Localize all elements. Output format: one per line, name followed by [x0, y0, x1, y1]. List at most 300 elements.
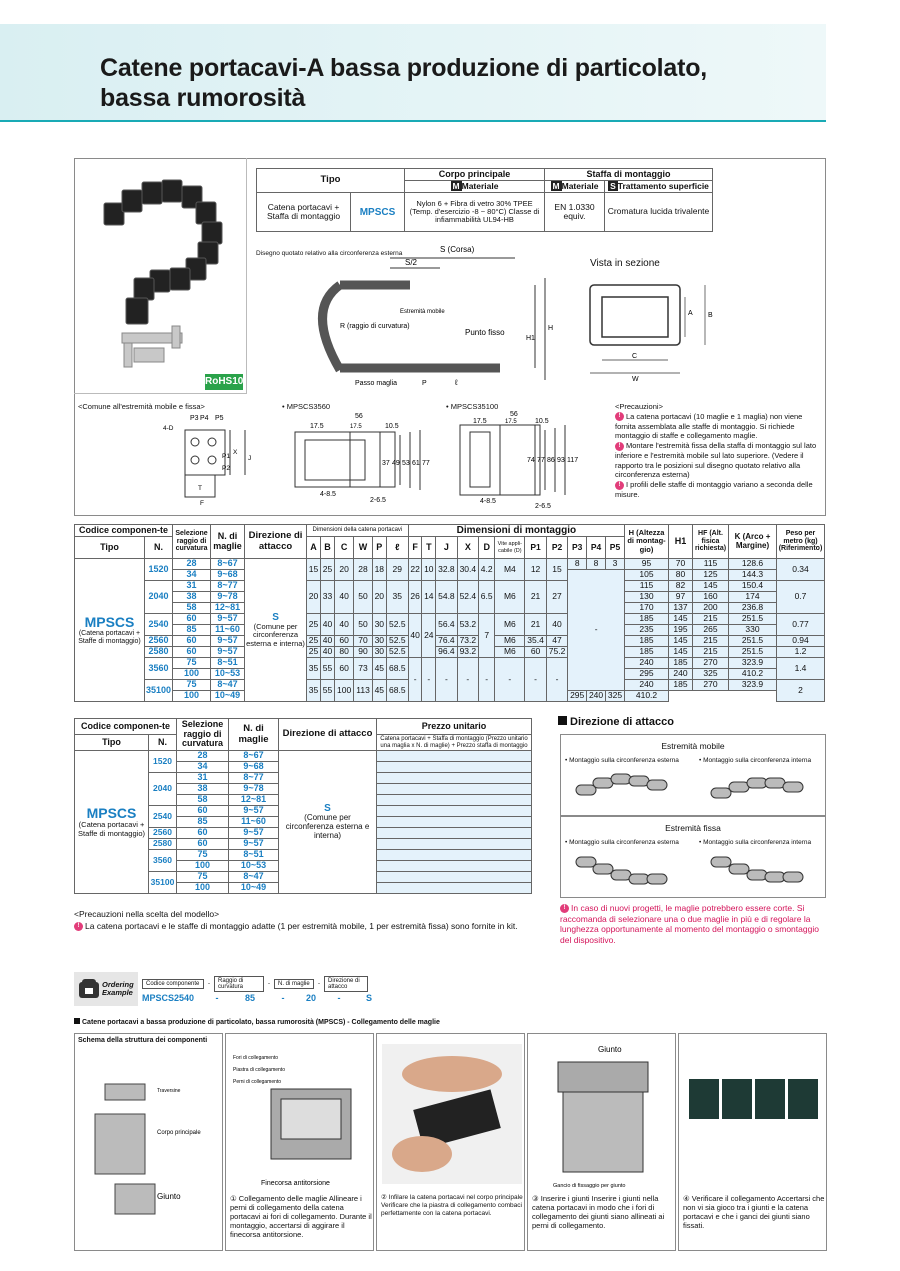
dim-col-f: F	[408, 537, 422, 559]
s-icon: S	[610, 180, 616, 191]
price-raggio-cell: 34	[177, 762, 229, 773]
dir-sub: (Comune per circonferenza esterna e interna)	[246, 622, 305, 648]
square-bullet-icon	[74, 1018, 80, 1024]
dim-h-h1: H1	[669, 525, 693, 559]
dim-col-p1: P1	[525, 537, 546, 559]
table-cell: 47	[546, 636, 567, 647]
giunto2-label: Giunto	[598, 1045, 622, 1054]
price-raggio-cell: 75	[177, 850, 229, 861]
price-tipo-sub: (Catena portacavi + Staffe di montaggio)	[78, 820, 145, 838]
table-cell: 20	[334, 559, 353, 581]
estremita-mobile-label: Estremità mobile	[400, 309, 445, 315]
table-cell: 15	[307, 559, 321, 581]
raggio-cell: 60	[173, 614, 211, 625]
ord-sep: -	[281, 993, 285, 1003]
dim-col-w: W	[354, 537, 373, 559]
raggio-cell: 31	[173, 581, 211, 592]
corpo-label: Corpo principale	[157, 1130, 201, 1136]
square-bullet-icon	[558, 716, 567, 725]
table-cell: 40	[321, 647, 335, 658]
table-cell: -	[479, 658, 495, 702]
dim-h-dimcat: Dimensioni della catena portacavi	[307, 525, 409, 537]
raggio-cell: 38	[173, 592, 211, 603]
price-raggio-cell: 60	[177, 839, 229, 850]
dim-col-l: ℓ	[386, 537, 408, 559]
maglie-cell: 9~57	[211, 647, 245, 658]
table-cell: 1.2	[777, 647, 825, 658]
table-cell: 90	[354, 647, 373, 658]
table-cell: 35	[307, 680, 321, 702]
price-raggio-cell: 100	[177, 883, 229, 894]
price-h-n: N.	[149, 735, 177, 751]
table-cell: 145	[669, 647, 693, 658]
p4-label: P4	[200, 415, 209, 422]
dim-h-hf: HF (Alt. fisica richiesta)	[693, 525, 729, 559]
table-cell: 40	[334, 581, 353, 614]
d3560-265: 2-6.5	[370, 497, 386, 504]
section-view	[580, 275, 720, 390]
table-cell: 410.2	[625, 691, 669, 702]
step2-panel	[376, 1033, 525, 1251]
step4-caption: ④ Verificare il collegamento Accertarsi che non vi sia gioco tra i giunti e la catena portacavi e che i ganci dei giunti siano fissati.	[683, 1194, 825, 1230]
table-cell: 185	[625, 614, 669, 625]
table-cell: 25	[307, 636, 321, 647]
ord-sep: -	[337, 993, 341, 1003]
price-h-dir: Direzione di attacco	[279, 719, 377, 751]
dim-col-x: X	[457, 537, 478, 559]
maglie-cell: 8~47	[211, 680, 245, 691]
d3560-77: 77	[422, 460, 430, 467]
size-cell: 2560	[145, 636, 173, 647]
dim-col-t: T	[422, 537, 436, 559]
spec-mat-label: Materiale	[461, 180, 499, 191]
direzione-note-text: In caso di nuovi progetti, le maglie potrebbero essere corte. Si raccomanda di selezionare una o due maglie in più e di regolare la lunghezza opportunamente al momento del montaggio o smontaggio del dispositivo.	[560, 903, 819, 945]
title-bar	[0, 24, 826, 120]
price-maglie-cell: 9~57	[229, 828, 279, 839]
table-cell: 195	[669, 625, 693, 636]
m35100-label: • MPSCS35100	[446, 402, 499, 411]
price-h-sel: Selezione raggio di curvatura	[177, 719, 229, 751]
table-cell: M6	[495, 581, 525, 614]
tipo-sub: (Catena portacavi + Staffe di montaggio)	[78, 630, 141, 645]
dim-col-p4: P4	[587, 537, 606, 559]
table-cell: 410.2	[729, 669, 777, 680]
schema-drawing	[85, 1074, 215, 1234]
precauzioni-text-3: I profili delle staffe di montaggio variano a seconda delle misure.	[615, 480, 813, 499]
table-cell: 55	[321, 680, 335, 702]
dim-h-dir: Direzione di attacco	[245, 525, 307, 559]
x-label: X	[233, 449, 238, 456]
tipo-code: MPSCS	[84, 613, 135, 630]
spec-col-corpo: Corpo principale	[405, 169, 545, 181]
table-cell: 0.7	[777, 581, 825, 614]
d3560-175b: 17.5	[350, 424, 362, 430]
table-cell: 32.8	[436, 559, 457, 581]
table-cell: 68.5	[386, 680, 408, 702]
table-cell: 52.5	[386, 614, 408, 636]
dim-col-p2: P2	[546, 537, 567, 559]
maglie-cell: 12~81	[211, 603, 245, 614]
table-cell: 6.5	[479, 581, 495, 614]
price-maglie-cell: 8~77	[229, 773, 279, 784]
table-cell: 30	[372, 647, 386, 658]
price-dir-sub: (Comune per circonferenza esterna e interna)	[285, 813, 370, 840]
dim-h-tipo: Tipo	[75, 537, 145, 559]
raggio-cell: 60	[173, 636, 211, 647]
maglie-cell: 8~67	[211, 559, 245, 570]
spec-row-tipo	[257, 193, 405, 232]
finecorsa-label: Finecorsa antitorsione	[261, 1180, 330, 1187]
precauzioni-item	[615, 480, 821, 500]
rohs-badge: RoHS10	[205, 374, 243, 390]
a-label: A	[688, 310, 693, 317]
table-cell: 137	[669, 603, 693, 614]
dim-h-h: H (Altezza di montag-gio)	[625, 525, 669, 559]
table-cell: 35	[386, 581, 408, 614]
ord-v-raggio: 85	[244, 993, 255, 1003]
traversine-label: Traversine	[157, 1088, 181, 1094]
mobile-est: • Montaggio sulla circonferenza esterna	[565, 757, 679, 764]
mobile-chain-drawing	[571, 770, 821, 810]
d3560-105: 10.5	[385, 423, 399, 430]
table-cell: 325	[605, 691, 624, 702]
raggio-cell: 28	[173, 559, 211, 570]
table-cell: 80	[334, 647, 353, 658]
step1-caption: ① Collegamento delle maglie Allineare i perni di collegamento della catena portacavi ai fori di collegamento. Durante il montaggio, accertarsi di aggirare il finecorsa antitorsione.	[230, 1194, 372, 1239]
dim-col-vite: Vite appli-cabile (D)	[495, 537, 525, 559]
page-title-line1: Catene portacavi-A bassa produzione di particolato,	[100, 54, 708, 82]
table-cell: 70	[354, 636, 373, 647]
spec-sub-trattamento	[605, 181, 713, 193]
ord-sep: -	[215, 993, 219, 1003]
table-cell: 35	[307, 658, 321, 680]
schema-panel	[74, 1033, 223, 1251]
raggio-label: R (raggio di curvatura)	[340, 323, 410, 330]
table-row	[75, 581, 825, 592]
spec-code: MPSCS	[359, 206, 396, 218]
vista-label: Vista in sezione	[590, 258, 660, 269]
price-maglie-cell: 9~78	[229, 784, 279, 795]
price-maglie-cell: 8~51	[229, 850, 279, 861]
spec-mat-label: Materiale	[561, 180, 599, 191]
table-cell: 55	[321, 658, 335, 680]
precauzioni-text-1: La catena portacavi (10 maglie e 1 maglia) non viene fornita assemblata alle staffe di montaggio. Si richiede montaggio di staffe e collegamento maglie.	[615, 411, 803, 441]
d35100-93: 93	[557, 457, 565, 464]
dir-cell	[245, 559, 307, 702]
maglie-cell: 8~77	[211, 581, 245, 592]
table-cell: 185	[625, 636, 669, 647]
d3560-61: 61	[412, 460, 420, 467]
maglie-cell: 9~57	[211, 614, 245, 625]
direzione-fissa-box	[560, 816, 826, 898]
ord-h-raggio: Raggio di curvatura	[214, 976, 264, 992]
table-cell: 330	[729, 625, 777, 636]
maglie-cell: 10~53	[211, 669, 245, 680]
table-cell: 73	[354, 658, 373, 680]
table-row	[75, 614, 825, 625]
raggio-cell: 75	[173, 680, 211, 691]
table-cell: 145	[669, 614, 693, 625]
ord-h-dir: Direzione di attacco	[324, 976, 368, 992]
table-cell: 113	[354, 680, 373, 702]
table-cell: 251.5	[729, 636, 777, 647]
step2-photo	[382, 1044, 522, 1184]
precauzioni-item	[615, 412, 821, 441]
table-cell: -	[457, 658, 478, 702]
price-raggio-cell: 58	[177, 795, 229, 806]
price-h-prezzo-sub: Catena portacavi + Staffa di montaggio (Prezzo unitario una maglia x N. di maglie) + Prezzo staffa di montaggio	[377, 735, 532, 751]
raggio-cell: 34	[173, 570, 211, 581]
table-cell: 323.9	[729, 658, 777, 669]
table-cell: 75.2	[546, 647, 567, 658]
fissa-est: • Montaggio sulla circonferenza esterna	[565, 839, 679, 846]
ord-sep: -	[208, 981, 210, 987]
table-row	[75, 559, 825, 570]
table-cell: 40	[334, 614, 353, 636]
prec-scelta-text	[74, 921, 544, 931]
phone-icon	[76, 976, 102, 1002]
diagram-caption: Disegno quotato relativo alla circonferenza esterna	[256, 250, 403, 257]
d35100-86: 86	[547, 457, 555, 464]
price-h-prezzo: Prezzo unitario	[377, 719, 532, 735]
table-cell: 115	[625, 581, 669, 592]
table-cell: 3	[605, 559, 624, 570]
price-raggio-cell: 60	[177, 806, 229, 817]
price-raggio-cell: 60	[177, 828, 229, 839]
b-label: B	[708, 312, 713, 319]
ordering-headers	[142, 976, 368, 992]
d35100-117: 117	[567, 457, 579, 464]
table-cell: 76.4	[436, 636, 457, 647]
precauzioni-head: <Precauzioni>	[615, 402, 663, 411]
dim-h-peso: Peso per metro (kg) (Riferimento)	[777, 525, 825, 559]
table-cell: 215	[693, 614, 729, 625]
price-value-cell	[377, 861, 532, 872]
table-cell: 8	[568, 559, 587, 570]
p1-label: P1	[222, 453, 230, 460]
table-cell: 200	[693, 603, 729, 614]
table-cell: 45	[372, 658, 386, 680]
size-cell: 2040	[145, 581, 173, 614]
d35100-56: 56	[510, 411, 518, 418]
table-cell: 295	[625, 669, 669, 680]
j-label: J	[248, 455, 252, 462]
direzione-mobile-box	[560, 734, 826, 816]
table-cell: 4.2	[479, 559, 495, 581]
d3560-175a: 17.5	[310, 423, 324, 430]
table-cell: -	[546, 658, 567, 702]
table-cell: 54.8	[436, 581, 457, 614]
d3560-37: 37	[382, 460, 390, 467]
table-cell: 45	[372, 680, 386, 702]
giunto-label: Giunto	[157, 1192, 181, 1201]
table-cell: 22	[408, 559, 422, 581]
price-maglie-cell: 9~68	[229, 762, 279, 773]
step4-photo	[684, 1049, 824, 1189]
ord-v-nmaglie: 20	[305, 993, 316, 1003]
price-value-cell	[377, 762, 532, 773]
table-cell: 1.4	[777, 658, 825, 680]
dim-col-a: A	[307, 537, 321, 559]
table-cell: 130	[625, 592, 669, 603]
ord-h-nmaglie: N. di maglie	[274, 979, 314, 989]
table-cell: 115	[693, 559, 729, 570]
dim-h-k: K (Arco + Margine)	[729, 525, 777, 559]
table-cell: 52.5	[386, 636, 408, 647]
price-maglie-cell: 9~57	[229, 806, 279, 817]
page-title-line2: bassa rumorosità	[100, 84, 306, 112]
price-value-cell	[377, 751, 532, 762]
price-size-cell: 2580	[149, 839, 177, 850]
p3-label: P3	[190, 415, 199, 422]
table-cell: 185	[669, 658, 693, 669]
spec-tipo-text: Catena portacavi + Staffa di montaggio	[257, 193, 351, 231]
fissa-chain-drawing	[571, 852, 821, 892]
table-cell: 30	[372, 636, 386, 647]
h1-label: H1	[526, 335, 535, 342]
table-cell: 105	[625, 570, 669, 581]
dim-col-j: J	[436, 537, 457, 559]
spec-corpo-mat: Nylon 6 + Fibra di vetro 30% TPEE (Temp. d'esercizio -8 ~ 80°C) Classe di infiammabilità UL94-HB	[405, 193, 545, 232]
table-cell: 2	[777, 680, 825, 702]
table-cell: 68.5	[386, 658, 408, 680]
dim-h-nmaglie: N. di maglie	[211, 525, 245, 559]
direzione-title-text: Direzione di attacco	[570, 716, 674, 728]
precauzioni-text-2: Montare l'estremità fissa della staffa di montaggio sul lato inferiore e l'estremità mobile sul lato superiore. (Vedere il rapporto tra le posizioni sul disegno quotato relativo alla circonferenza esterna)	[615, 441, 817, 480]
mobile-label: Estremità mobile	[661, 741, 725, 751]
maglie-cell: 9~78	[211, 592, 245, 603]
dim-h-dimmont: Dimensioni di montaggio	[408, 525, 624, 537]
table-cell: 29	[386, 559, 408, 581]
comune-label: <Comune all'estremità mobile e fissa>	[78, 402, 205, 411]
price-size-cell: 2540	[149, 806, 177, 828]
price-value-cell	[377, 828, 532, 839]
table-cell: 52.5	[386, 647, 408, 658]
price-value-cell	[377, 784, 532, 795]
spec-staffa-mat: EN 1.0330 equiv.	[545, 193, 605, 232]
table-cell: M6	[495, 647, 525, 658]
price-value-cell	[377, 850, 532, 861]
table-cell: 0.94	[777, 636, 825, 647]
m3560-label: • MPSCS3560	[282, 402, 331, 411]
table-cell: 97	[669, 592, 693, 603]
price-dir-s: S	[324, 803, 331, 815]
d35100-105: 10.5	[535, 418, 549, 425]
ord-v-dir: S	[365, 993, 372, 1003]
table-cell: 145	[693, 581, 729, 592]
price-value-cell	[377, 839, 532, 850]
raggio-cell: 100	[173, 691, 211, 702]
table-cell: 160	[693, 592, 729, 603]
price-table	[74, 718, 532, 894]
raggio-cell: 100	[173, 669, 211, 680]
step3-panel	[527, 1033, 676, 1251]
ordering-values	[142, 993, 394, 1003]
d3560-49: 49	[392, 460, 400, 467]
price-h-nmaglie: N. di maglie	[229, 719, 279, 751]
d35100-175b: 17.5	[505, 419, 517, 425]
f-label: F	[200, 500, 204, 507]
table-cell: 28	[354, 559, 373, 581]
table-cell: 215	[693, 647, 729, 658]
step2-caption: ② Infilare la catena portacavi nel corpo principale Verificare che la piastra di collegamento combaci perfettamente con la catena portacavi.	[381, 1194, 523, 1217]
table-cell: 12	[525, 559, 546, 581]
direzione-note	[560, 903, 826, 946]
raggio-cell: 60	[173, 647, 211, 658]
table-cell: 240	[587, 691, 606, 702]
4d-label: 4-D	[163, 425, 174, 432]
price-value-cell	[377, 817, 532, 828]
table-cell: 25	[321, 559, 335, 581]
spec-sub-materiale-2	[545, 181, 605, 193]
chain-photo	[74, 158, 246, 393]
s2-label: S/2	[405, 258, 418, 267]
ordering-label-1: Ordering	[102, 979, 134, 989]
d3560-485: 4-8.5	[320, 491, 336, 498]
ord-h-codice: Codice componente	[142, 979, 204, 989]
table-cell: 93.2	[457, 647, 478, 658]
table-cell: -	[568, 570, 625, 691]
spec-staffa-trat: Cromatura lucida trivalente	[605, 193, 713, 232]
table-cell: 240	[625, 680, 669, 691]
size-cell: 35100	[145, 680, 173, 702]
table-cell: 240	[625, 658, 669, 669]
precauzioni-item	[615, 441, 821, 480]
table-cell: 0.34	[777, 559, 825, 581]
table-cell: 73.2	[457, 636, 478, 647]
ord-sep: -	[268, 981, 270, 987]
table-cell: 30	[372, 614, 386, 636]
spec-col-staffa: Staffa di montaggio	[545, 169, 713, 181]
maglie-cell: 9~68	[211, 570, 245, 581]
table-cell: 185	[625, 647, 669, 658]
tipo-cell	[75, 559, 145, 702]
size-cell: 2540	[145, 614, 173, 636]
table-cell: 7	[479, 614, 495, 658]
table-cell: 14	[422, 581, 436, 614]
warning-icon: !	[615, 442, 624, 451]
price-raggio-cell: 28	[177, 751, 229, 762]
price-value-cell	[377, 773, 532, 784]
table-cell: 80	[669, 570, 693, 581]
spec-trat-label: Trattamento superficie	[617, 180, 709, 191]
table-cell: 50	[354, 614, 373, 636]
price-h-codice: Codice componen-te	[75, 719, 177, 735]
price-value-cell	[377, 795, 532, 806]
raggio-cell: 75	[173, 658, 211, 669]
table-row	[75, 636, 825, 647]
price-maglie-cell: 10~49	[229, 883, 279, 894]
perni-label: Perni di collegamento	[233, 1079, 282, 1085]
table-cell: 185	[669, 680, 693, 691]
spec-col-tipo: Tipo	[257, 169, 405, 193]
t-label: T	[198, 485, 202, 492]
price-size-cell: 35100	[149, 872, 177, 894]
table-cell: 170	[625, 603, 669, 614]
dimensions-table	[74, 524, 825, 702]
fissa-int: • Montaggio sulla circonferenza interna	[699, 839, 812, 846]
table-cell: 82	[669, 581, 693, 592]
piastra-label: Piastra di collegamento	[233, 1067, 285, 1073]
spec-table	[256, 168, 713, 232]
table-cell: 56.4	[436, 614, 457, 636]
d35100-77: 77	[537, 457, 545, 464]
table-cell: M6	[495, 614, 525, 636]
table-cell: 96.4	[436, 647, 457, 658]
d3560-56: 56	[355, 413, 363, 420]
maglie-cell: 11~60	[211, 625, 245, 636]
table-cell: 70	[669, 559, 693, 570]
